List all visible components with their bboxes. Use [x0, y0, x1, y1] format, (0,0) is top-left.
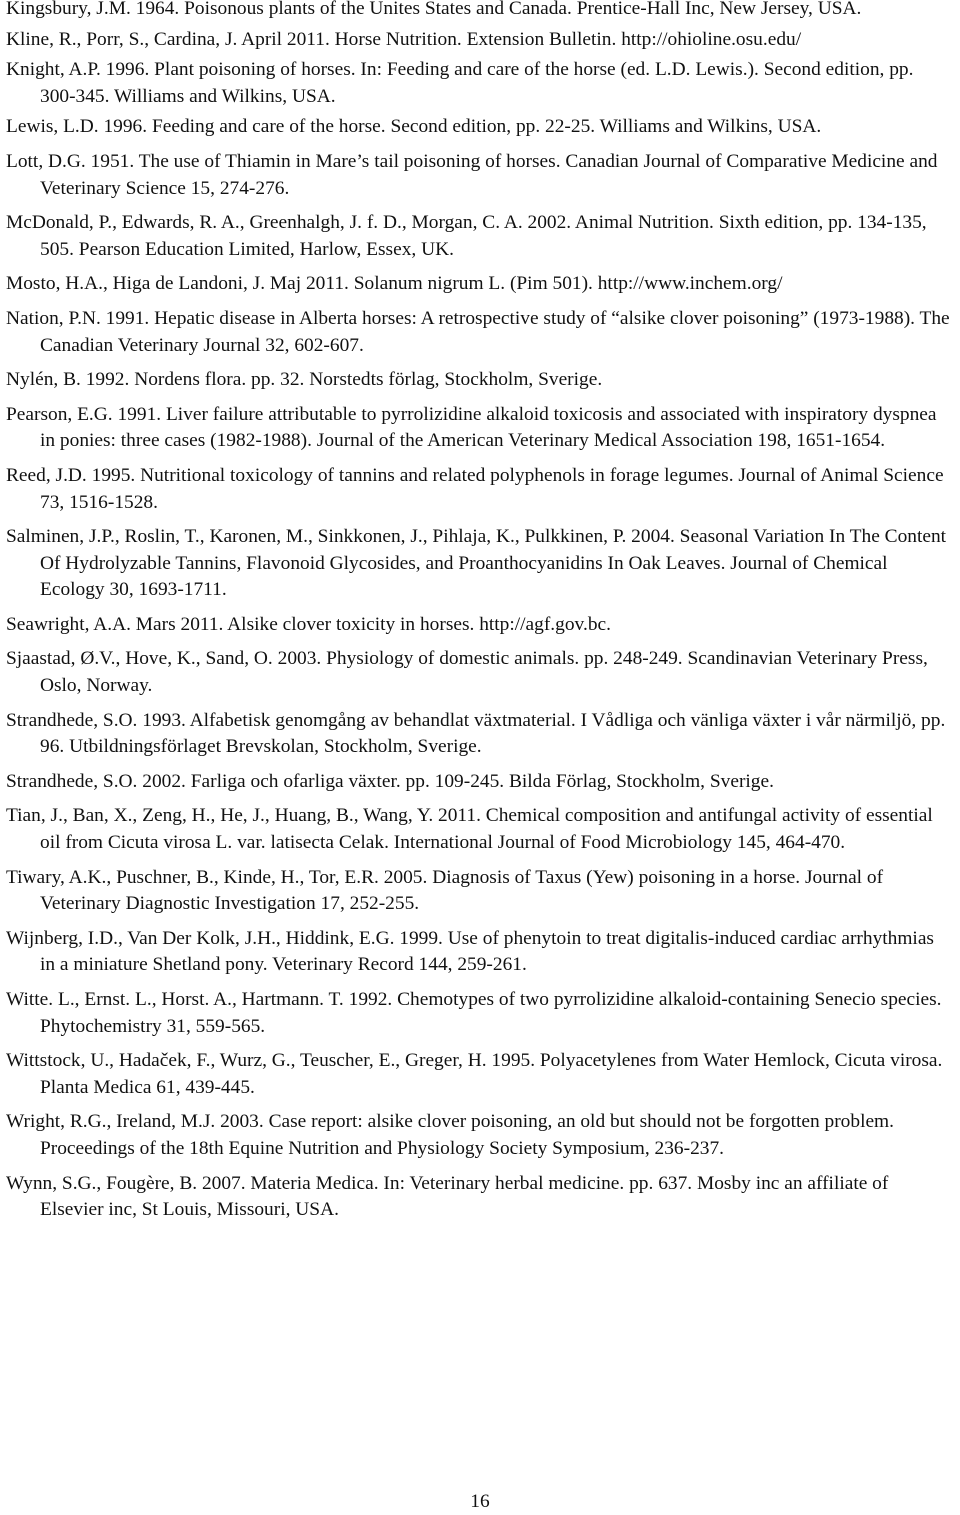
reference-entry: Salminen, J.P., Roslin, T., Karonen, M., Sinkkonen, J., Pihlaja, K., Pulkkinen, P. 2004. Seasonal Variation In The Content Of Hydrolyzable Tannins, Flavonoid Glycosides, and Proanthocyanidins In Oak Leaves. Journal of Chemical Ecology 30, 1693-1711.	[6, 526, 947, 601]
reference-entry: Sjaastad, Ø.V., Hove, K., Sand, O. 2003. Physiology of domestic animals. pp. 248-249. Scandinavian Veterinary Press, Oslo, Norway.	[6, 648, 928, 697]
reference-entry: Lott, D.G. 1951. The use of Thiamin in Mare’s tail poisoning of horses. Canadian Journal of Comparative Medicine and Veterinary Science 15, 274-276.	[6, 150, 938, 199]
reference-entry: Wynn, S.G., Fougère, B. 2007. Materia Medica. In: Veterinary herbal medicine. pp. 637. Mosby inc an affiliate of Elsevier inc, St Louis, Missouri, USA.	[6, 1172, 889, 1221]
reference-entry: Kline, R., Porr, S., Cardina, J. April 2011. Horse Nutrition. Extension Bulletin. http://ohioline.osu.edu/	[6, 28, 802, 50]
reference-entry: Tian, J., Ban, X., Zeng, H., He, J., Huang, B., Wang, Y. 2011. Chemical composition and antifungal activity of essential oil from Cicuta virosa L. var. latisecta Celak. International Journal of Food Microbiology 145, 464-470.	[6, 805, 933, 854]
page-number: 16	[470, 1491, 490, 1512]
reference-entry: Pearson, E.G. 1991. Liver failure attributable to pyrrolizidine alkaloid toxicosis and associated with inspiratory dyspnea in ponies: three cases (1982-1988). Journal of the American Veterinary Medical Association 198, 1651-1654.	[6, 403, 937, 452]
reference-entry: Kingsbury, J.M. 1964. Poisonous plants of the Unites States and Canada. Prentice-Hall Inc, New Jersey, USA.	[6, 0, 862, 19]
reference-entry: Wijnberg, I.D., Van Der Kolk, J.H., Hiddink, E.G. 1999. Use of phenytoin to treat digitalis-induced cardiac arrhythmias in a miniature Shetland pony. Veterinary Record 144, 259-261.	[6, 927, 934, 976]
reference-entry: Nylén, B. 1992. Nordens flora. pp. 32. Norstedts förlag, Stockholm, Sverige.	[6, 369, 603, 391]
reference-entry: Seawright, A.A. Mars 2011. Alsike clover toxicity in horses. http://agf.gov.bc.	[6, 613, 611, 635]
reference-entry: Wittstock, U., Hadaček, F., Wurz, G., Teuscher, E., Greger, H. 1995. Polyacetylenes from Water Hemlock, Cicuta virosa. Planta Medica 61, 439-445.	[6, 1050, 943, 1098]
reference-entry: Wright, R.G., Ireland, M.J. 2003. Case report: alsike clover poisoning, an old but should not be forgotten problem. Proceedings of the 18th Equine Nutrition and Physiology Society Symposium, 236-237.	[6, 1111, 894, 1159]
reference-entry: Lewis, L.D. 1996. Feeding and care of the horse. Second edition, pp. 22-25. Williams and Wilkins, USA.	[6, 116, 822, 138]
reference-entry: Mosto, H.A., Higa de Landoni, J. Maj 2011. Solanum nigrum L. (Pim 501). http://www.inchem.org/	[6, 273, 783, 295]
reference-entry: Witte. L., Ernst. L., Horst. A., Hartmann. T. 1992. Chemotypes of two pyrrolizidine alkaloid-containing Senecio species. Phytochemistry 31, 559-565.	[6, 989, 942, 1037]
reference-entry: Strandhede, S.O. 2002. Farliga och ofarliga växter. pp. 109-245. Bilda Förlag, Stockholm, Sverige.	[6, 770, 774, 792]
reference-entry: Knight, A.P. 1996. Plant poisoning of horses. In: Feeding and care of the horse (ed. L.D. Lewis.). Second edition, pp. 300-345. Williams and Wilkins, USA.	[6, 59, 914, 107]
reference-entry: Nation, P.N. 1991. Hepatic disease in Alberta horses: A retrospective study of “alsike clover poisoning” (1973-1988). The Canadian Veterinary Journal 32, 602-607.	[6, 307, 950, 356]
reference-list	[6, 0, 952, 1224]
reference-entry: Strandhede, S.O. 1993. Alfabetisk genomgång av behandlat växtmaterial. I Vådliga och vänliga växter i vår närmiljö, pp. 96. Utbildningsförlaget Brevskolan, Stockholm, Sverige.	[6, 709, 946, 758]
reference-entry: Tiwary, A.K., Puschner, B., Kinde, H., Tor, E.R. 2005. Diagnosis of Taxus (Yew) poisoning in a horse. Journal of Veterinary Diagnostic Investigation 17, 252-255.	[6, 866, 884, 915]
reference-entry: Reed, J.D. 1995. Nutritional toxicology of tannins and related polyphenols in forage legumes. Journal of Animal Science 73, 1516-1528.	[6, 464, 944, 513]
reference-entry: McDonald, P., Edwards, R. A., Greenhalgh, J. f. D., Morgan, C. A. 2002. Animal Nutrition. Sixth edition, pp. 134-135, 505. Pearson Education Limited, Harlow, Essex, UK.	[6, 212, 927, 260]
